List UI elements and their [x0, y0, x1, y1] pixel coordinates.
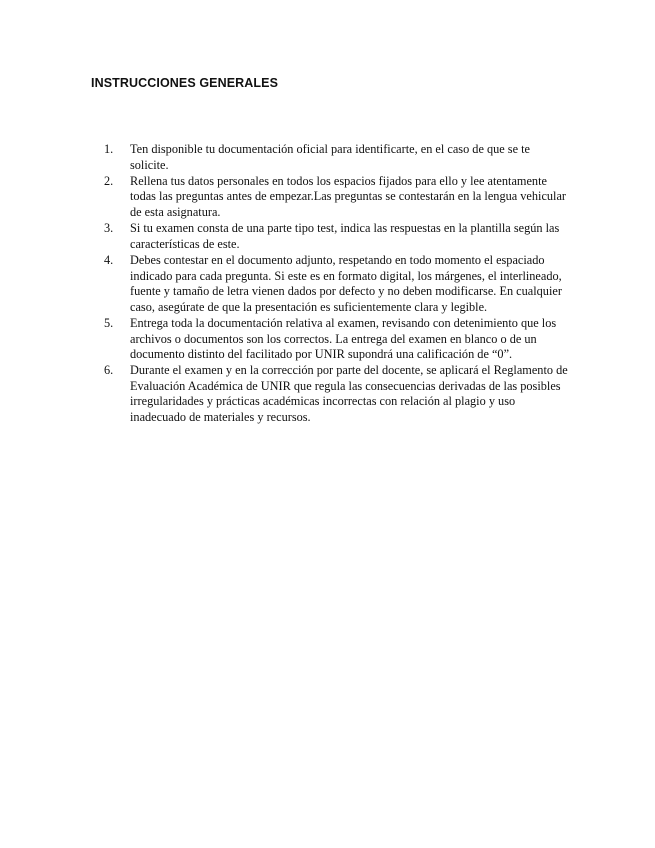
page-title: INSTRUCCIONES GENERALES: [91, 76, 279, 90]
instructions-list: [91, 142, 571, 426]
list-item-number: 1.: [104, 142, 114, 156]
list-item-text: Si tu examen consta de una parte tipo test, indica las respuestas en la plantilla según las características de este.: [130, 221, 560, 251]
list-item-number: 4.: [104, 252, 114, 267]
list-item: [91, 253, 571, 315]
list-item: [91, 221, 571, 252]
list-item-number: 6.: [104, 363, 114, 378]
list-item-number: 2.: [104, 173, 114, 188]
list-item-number: 5.: [104, 315, 114, 330]
list-item-text: Ten disponible tu documentación oficial para identificarte, en el caso de que se te solicite.: [130, 142, 530, 172]
list-item: [91, 363, 571, 425]
list-item-text: Entrega toda la documentación relativa al examen, revisando con detenimiento que los archivos o documentos son los correctos. La entrega del examen en blanco o de un documento distinto del facilitado por UNIR supondrá una calificación de “0”.: [130, 315, 557, 362]
list-item-text: Debes contestar en el documento adjunto, respetando en todo momento el espaciado indicado para cada pregunta. Si este es en formato digital, los márgenes, el interlineado, fuente y tamaño de letra vienen dados por defecto y no deben modificarse. En cualquier caso, asegúrate de que la presentación es suficientemente clara y legible.: [130, 252, 562, 314]
list-item-text: Rellena tus datos personales en todos los espacios fijados para ello y lee atentamente todas las preguntas antes de empezar.Las preguntas se contestarán en la lengua vehicular de esta asignatura.: [130, 173, 567, 219]
list-item-text: Durante el examen y en la corrección por parte del docente, se aplicará el Reglamento de Evaluación Académica de UNIR que regula las consecuencias derivadas de las posibles irregularidades y prácticas académicas incorrectas con relación al plagio y uso inadecuado de materiales y recursos.: [130, 363, 568, 425]
list-item-number: 3.: [104, 221, 114, 236]
list-item: [91, 174, 571, 221]
list-item: [91, 316, 571, 363]
list-item: [91, 142, 571, 173]
